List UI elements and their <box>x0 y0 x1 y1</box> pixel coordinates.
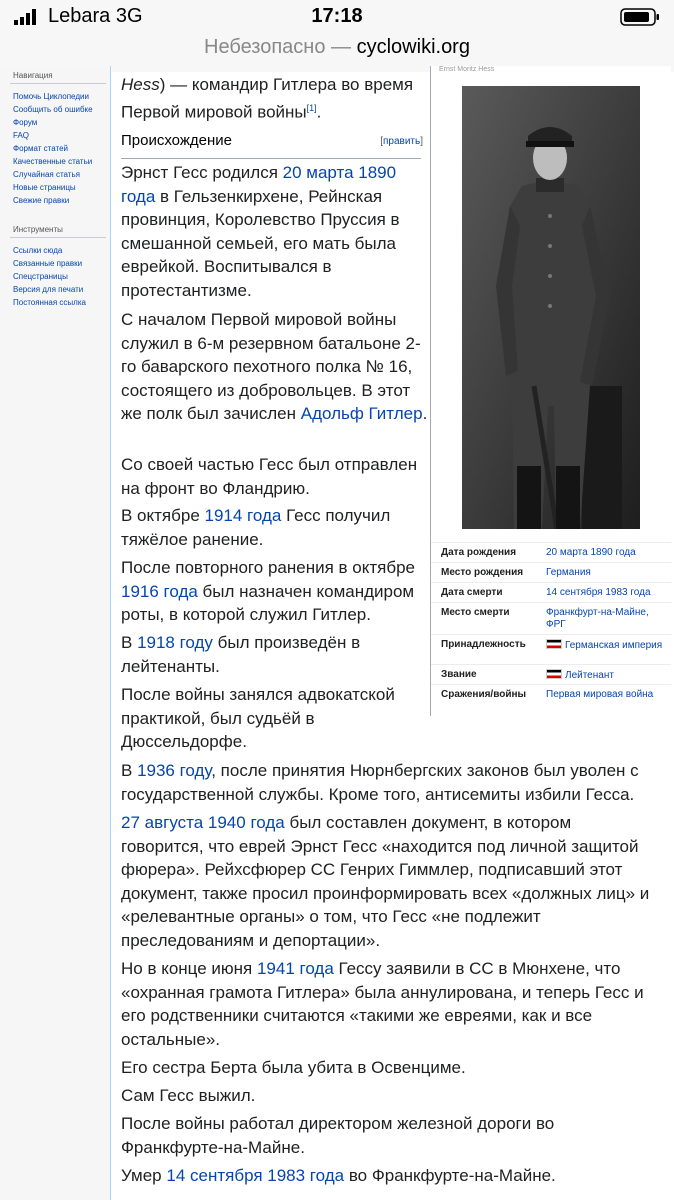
paragraph-1936: В 1936 году, после принятия Нюрнбергских законов был уволен с государственной службы. Кроме того, антисемиты избили Гесса. <box>121 761 639 804</box>
article-content <box>112 66 674 1200</box>
status-bar <box>0 0 674 34</box>
link-1936[interactable]: 1936 году <box>137 761 212 780</box>
nav-portal-heading: Навигация <box>13 71 53 80</box>
infobox-value-death-place[interactable]: Франкфурт-на-Майне, ФРГ <box>546 607 649 630</box>
footnote-ref[interactable]: [1] <box>306 102 317 113</box>
sidebar-link-report-error[interactable]: Сообщить об ошибке <box>13 105 93 114</box>
link-1914[interactable]: 1914 года <box>204 506 282 525</box>
infobox-row-birth-date: Дата рождения 20 марта 1890 года <box>431 542 671 563</box>
browser-top-bar <box>0 0 674 72</box>
paragraph-birth: Эрнст Гесс родился 20 марта 1890 года в Гельзенкирхене, Рейнская провинция, Королевство Пруссия в смешанной семьей, его мать была еврейкой. Воспитывался в протестантизме. <box>121 163 400 300</box>
edit-section-link[interactable]: править <box>382 136 421 147</box>
link-1916[interactable]: 1916 года <box>121 581 198 601</box>
section-edit: [править] <box>380 136 423 147</box>
link-1941[interactable]: 1941 года <box>256 959 334 978</box>
nav-portal-divider <box>10 83 106 84</box>
paragraph-death: Умер 14 сентября 1983 года во Франкфурте-на-Майне. <box>121 1166 556 1185</box>
sidebar-link-special-pages[interactable]: Спецстраницы <box>13 272 68 281</box>
paragraph-survived: Сам Гесс выжил. <box>121 1086 256 1105</box>
link-1918[interactable]: 1918 году <box>137 633 213 652</box>
link-27-august-1940[interactable]: 27 августа 1940 года <box>121 813 285 832</box>
infobox-value-battles[interactable]: Первая мировая война <box>546 689 654 700</box>
sidebar-link-related-changes[interactable]: Связанные правки <box>13 259 83 268</box>
infobox-value-rank: Лейтенант <box>546 669 666 682</box>
infobox-value-birth-date[interactable]: 20 марта 1890 года <box>546 547 636 558</box>
paragraph-promotion: В 1918 году был произведён в лейтенанты. <box>121 633 361 676</box>
infobox-value-birth-place[interactable]: Германия <box>546 567 591 578</box>
infobox-caption: Ernst Moritz Hess <box>439 66 495 73</box>
paragraph-after-war: После войны занялся адвокатской практикой, был судьёй в Дюссельдорфе. <box>121 685 395 751</box>
sidebar-link-recent-changes[interactable]: Свежие правки <box>13 196 70 205</box>
link-birth-date[interactable]: 20 марта 1890 года <box>121 163 397 206</box>
infobox-value-death-date[interactable]: 14 сентября 1983 года <box>546 587 651 598</box>
url-domain: cyclowiki.org <box>356 36 470 58</box>
sidebar-link-forum[interactable]: Форум <box>13 118 38 127</box>
paragraph-company-commander: После повторного ранения в октябре 1916 года был назначен командиром роты, в которой служил Гитлер. <box>121 558 415 624</box>
paragraph-wounded: В октябре 1914 года Гесс получил тяжёлое ранение. <box>121 506 391 549</box>
sidebar-link-help[interactable]: Помочь Циклопедии <box>13 92 89 101</box>
infobox <box>430 66 671 716</box>
infobox-value-allegiance: Германская империя <box>546 639 666 652</box>
security-warning: Небезопасно <box>204 36 326 58</box>
infobox-row-allegiance: Принадлежность Германская империя <box>431 634 671 665</box>
sidebar-link-article-format[interactable]: Формат статей <box>13 144 68 153</box>
section-title: Происхождение <box>121 132 232 149</box>
link-adolf-hitler[interactable]: Адольф Гитлер <box>300 404 423 423</box>
sidebar-link-permanent[interactable]: Постоянная ссылка <box>13 298 86 307</box>
german-empire-flag-icon <box>546 639 562 649</box>
url-separator: — <box>331 36 352 58</box>
paragraph-flanders: Со своей частью Гесс был отправлен на фронт во Фландрию. <box>121 455 418 498</box>
sidebar-link-random-article[interactable]: Случайная статья <box>13 170 80 179</box>
sidebar-link-new-pages[interactable]: Новые страницы <box>13 183 76 192</box>
infobox-row-death-date: Дата смерти 14 сентября 1983 года <box>431 582 671 603</box>
paragraph-railway: После войны работал директором железной дороги во Франкфурте-на-Майне. <box>121 1114 555 1157</box>
address-bar[interactable] <box>0 36 674 66</box>
infobox-row-rank: Звание Лейтенант <box>431 664 671 685</box>
sidebar <box>0 66 111 1200</box>
tools-portal-heading: Инструменты <box>13 225 63 234</box>
sidebar-link-faq[interactable]: FAQ <box>13 131 30 140</box>
tools-portal-divider <box>10 237 106 238</box>
sidebar-link-quality-articles[interactable]: Качественные статьи <box>13 157 93 166</box>
sidebar-link-what-links-here[interactable]: Ссылки сюда <box>13 246 63 255</box>
german-empire-flag-icon <box>546 669 562 679</box>
infobox-row-battles: Сражения/войны Первая мировая война <box>431 684 671 717</box>
carrier-label: Lebara 3G <box>48 5 143 27</box>
link-death-date[interactable]: 14 сентября 1983 года <box>166 1166 345 1185</box>
infobox-row-death-place: Место смерти Франкфурт-на-Майне, ФРГ <box>431 602 671 635</box>
section-heading <box>121 132 421 159</box>
clock: 17:18 <box>311 5 363 27</box>
infobox-row-birth-place: Место рождения Германия <box>431 562 671 583</box>
paragraph-ww1-service: С началом Первой мировой войны служил в 6-м резервном батальоне 2-го баварского пехотного полка № 16, состоящего из добровольцев. В этот же полк был зачислен Адольф Гитлер. <box>121 310 428 423</box>
paragraph-sister: Его сестра Берта была убита в Освенциме. <box>121 1058 466 1077</box>
battery-icon <box>620 8 660 26</box>
portrait-image <box>462 86 640 529</box>
article-intro: Hess) — командир Гитлера во время Первой мировой войны[1]. <box>121 75 414 122</box>
paragraph-protection-document: 27 августа 1940 года был составлен документ, в котором говорится, что еврей Эрнст Гесс «находится под личной защитой фюрера». Рейхсфюрер СС Генрих Гиммлер, подписавший этот документ, также просил проинформировать всех «должных лиц» и «релевантные органы» о том, что Гесс «не подлежит преследованиям и депортации». <box>121 813 650 950</box>
sidebar-link-printable[interactable]: Версия для печати <box>13 285 84 294</box>
portrait-photo[interactable] <box>462 86 640 529</box>
paragraph-1941: Но в конце июня 1941 года Гессу заявили в СС в Мюнхене, что «охранная грамота Гитлера» была аннулирована, и теперь Гесс и его родственники считаются «такими же евреями, как и все остальные». <box>121 959 644 1049</box>
